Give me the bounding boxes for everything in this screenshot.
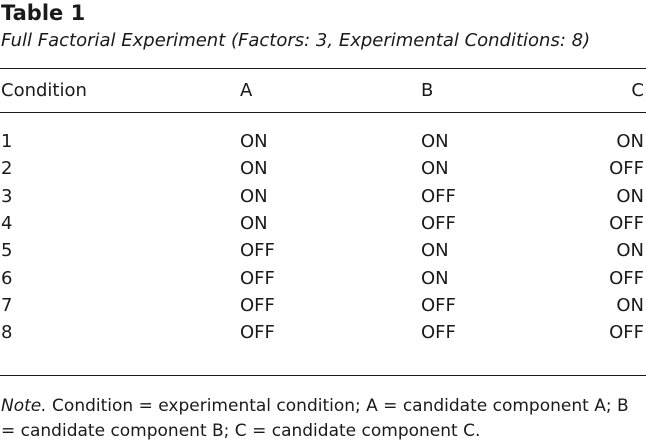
cell-c: ON: [616, 131, 644, 152]
cell-b: ON: [421, 131, 449, 152]
cell-c: ON: [616, 186, 644, 207]
cell-b: OFF: [421, 295, 456, 316]
cell-a: OFF: [240, 240, 275, 261]
cell-c: OFF: [609, 322, 644, 343]
cell-b: OFF: [421, 213, 456, 234]
cell-a: OFF: [240, 322, 275, 343]
table-caption: Full Factorial Experiment (Factors: 3, Experimental Conditions: 8): [1, 30, 591, 51]
cell-condition: 6: [1, 268, 13, 289]
cell-c: OFF: [609, 268, 644, 289]
table-title: Table 1: [1, 1, 86, 25]
column-header-condition: Condition: [1, 80, 87, 101]
cell-a: ON: [240, 186, 268, 207]
note-lead: Note.: [1, 396, 47, 416]
cell-condition: 8: [1, 322, 13, 343]
top-rule: [0, 68, 646, 69]
cell-condition: 4: [1, 213, 13, 234]
cell-c: ON: [616, 240, 644, 261]
cell-c: OFF: [609, 158, 644, 179]
cell-condition: 3: [1, 186, 13, 207]
cell-b: ON: [421, 268, 449, 289]
header-rule: [0, 112, 646, 113]
cell-b: ON: [421, 158, 449, 179]
cell-c: OFF: [609, 213, 644, 234]
table-note: [1, 394, 645, 444]
cell-a: ON: [240, 213, 268, 234]
column-header-b: B: [421, 80, 434, 101]
cell-a: ON: [240, 158, 268, 179]
cell-condition: 2: [1, 158, 13, 179]
column-header-c: C: [631, 80, 644, 101]
note-text: Condition = experimental condition; A = candidate component A; B = candidate component B; C = candidate component C.: [1, 396, 629, 441]
cell-condition: 7: [1, 295, 13, 316]
column-header-a: A: [240, 80, 253, 101]
bottom-rule: [0, 375, 646, 376]
cell-a: OFF: [240, 268, 275, 289]
cell-a: OFF: [240, 295, 275, 316]
cell-condition: 5: [1, 240, 13, 261]
cell-condition: 1: [1, 131, 13, 152]
cell-b: ON: [421, 240, 449, 261]
cell-b: OFF: [421, 322, 456, 343]
cell-a: ON: [240, 131, 268, 152]
cell-c: ON: [616, 295, 644, 316]
cell-b: OFF: [421, 186, 456, 207]
